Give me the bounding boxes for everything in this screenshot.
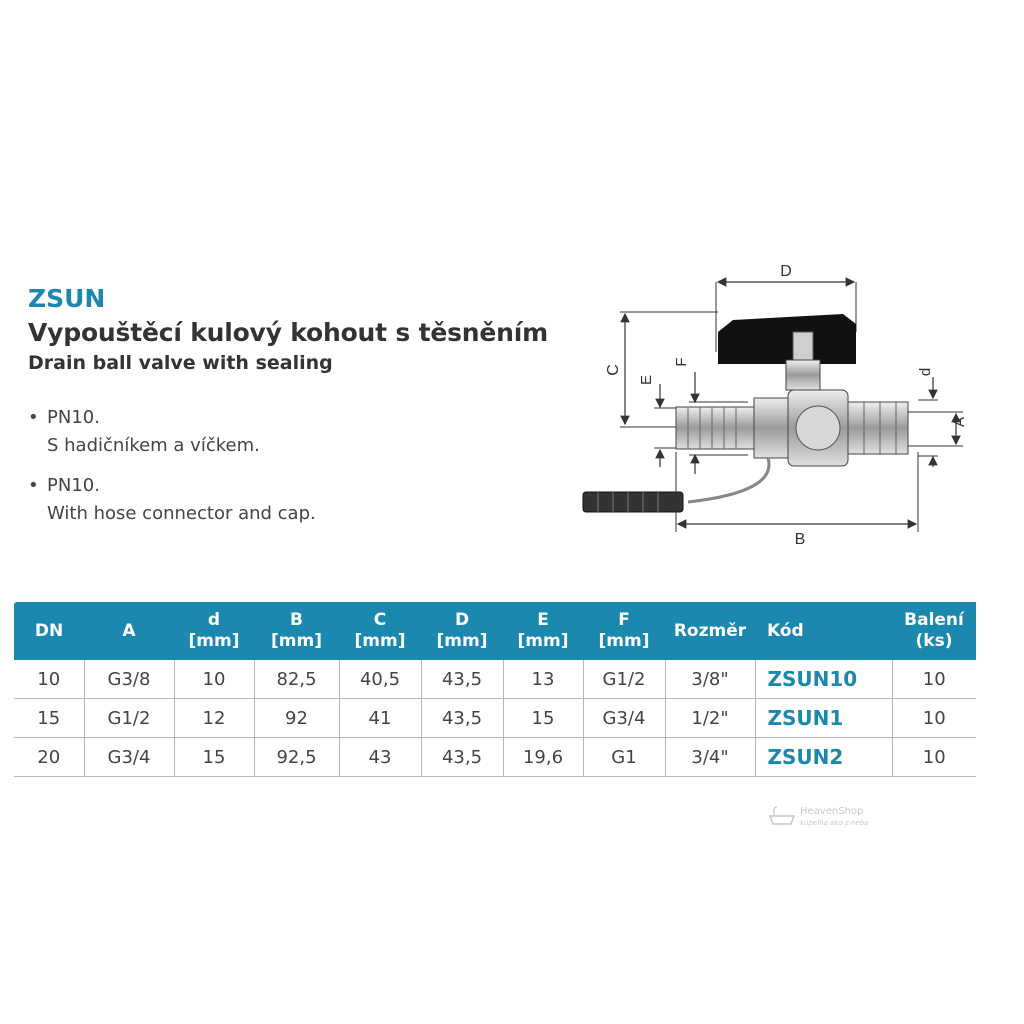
feature-line: PN10. <box>47 407 100 428</box>
feature-item <box>28 404 387 460</box>
cell-dn: 20 <box>14 738 84 777</box>
cell-a: G1/2 <box>84 699 174 738</box>
valve-technical-drawing <box>568 252 968 552</box>
cell-f: G3/4 <box>583 699 665 738</box>
cell-c: 43 <box>339 738 421 777</box>
cell-d-upper: 43,5 <box>421 699 503 738</box>
product-title-cz: Vypouštěcí kulový kohout s těsněním <box>28 318 548 347</box>
col-header <box>14 602 84 660</box>
label-B: B <box>794 531 806 548</box>
watermark <box>768 806 878 832</box>
cell-a: G3/8 <box>84 660 174 699</box>
feature-list <box>28 404 387 540</box>
col-header-label: DN <box>34 620 64 641</box>
hose-connector <box>676 407 754 449</box>
col-header-unit: (ks) <box>915 631 953 651</box>
cell-dn: 15 <box>14 699 84 738</box>
col-header-unit: [mm] <box>271 631 322 651</box>
cell-d: 12 <box>174 699 254 738</box>
cell-f: G1/2 <box>583 660 665 699</box>
bullet-icon: • <box>28 407 39 428</box>
cell-d-upper: 43,5 <box>421 738 503 777</box>
col-header-unit: [mm] <box>436 631 488 651</box>
col-header <box>665 602 755 660</box>
col-header-label: D <box>454 610 470 630</box>
product-title-en: Drain ball valve with sealing <box>28 352 333 374</box>
col-header <box>583 602 665 660</box>
cell-code: ZSUN1 <box>755 699 892 738</box>
col-header-label: B <box>290 610 303 630</box>
col-header-label: E <box>537 610 549 630</box>
male-thread <box>848 402 908 454</box>
cell-b: 92,5 <box>254 738 339 777</box>
col-header-label: Balení <box>904 610 964 630</box>
cell-code: ZSUN10 <box>755 660 892 699</box>
cell-pack: 10 <box>892 738 976 777</box>
col-header <box>755 602 892 660</box>
col-header-label: A <box>122 620 136 641</box>
feature-line: PN10. <box>47 475 100 496</box>
cell-size: 3/4" <box>665 738 755 777</box>
cell-b: 82,5 <box>254 660 339 699</box>
table-row <box>14 699 976 738</box>
watermark-brand: HeavenShop <box>800 806 864 817</box>
cell-e: 19,6 <box>503 738 583 777</box>
cell-code: ZSUN2 <box>755 738 892 777</box>
cell-size: 1/2" <box>665 699 755 738</box>
cell-f: G1 <box>583 738 665 777</box>
col-header-label: Rozměr <box>673 620 747 641</box>
label-d: d <box>917 367 934 377</box>
cell-c: 40,5 <box>339 660 421 699</box>
bullet-icon: • <box>28 475 39 496</box>
col-header-unit: [mm] <box>517 631 569 651</box>
col-header-label: F <box>618 610 630 630</box>
col-header <box>421 602 503 660</box>
table-row <box>14 660 976 699</box>
table-header-row <box>14 602 976 660</box>
cell-size: 3/8" <box>665 660 755 699</box>
cell-pack: 10 <box>892 699 976 738</box>
watermark-tagline: kúpeľňa ako z neba <box>800 819 869 827</box>
cell-a: G3/4 <box>84 738 174 777</box>
col-header-unit: [mm] <box>354 631 406 651</box>
cell-b: 92 <box>254 699 339 738</box>
label-D: D <box>780 263 792 280</box>
feature-line: S hadičníkem a víčkem. <box>47 435 260 456</box>
col-header-label: d <box>207 610 221 630</box>
cell-c: 41 <box>339 699 421 738</box>
handle-lever <box>718 314 856 364</box>
cell-d: 10 <box>174 660 254 699</box>
spec-table <box>14 602 976 777</box>
label-F: F <box>673 357 690 367</box>
col-header <box>339 602 421 660</box>
cell-e: 15 <box>503 699 583 738</box>
feature-line: With hose connector and cap. <box>47 503 316 524</box>
product-code: ZSUN <box>28 284 106 313</box>
col-header <box>174 602 254 660</box>
cell-e: 13 <box>503 660 583 699</box>
cell-d-upper: 43,5 <box>421 660 503 699</box>
col-header-unit: [mm] <box>188 631 240 651</box>
col-header-label: C <box>373 610 387 630</box>
label-C: C <box>605 364 622 376</box>
col-header <box>254 602 339 660</box>
cell-dn: 10 <box>14 660 84 699</box>
col-header <box>84 602 174 660</box>
table-row <box>14 738 976 777</box>
cell-d: 15 <box>174 738 254 777</box>
col-header-unit: [mm] <box>598 631 650 651</box>
col-header-label: Kód <box>767 620 804 641</box>
nut <box>754 398 790 458</box>
col-header <box>892 602 976 660</box>
label-A: A <box>951 416 968 428</box>
bathtub-icon <box>768 806 796 828</box>
label-E: E <box>638 374 655 386</box>
feature-item <box>28 472 387 528</box>
col-header <box>503 602 583 660</box>
cell-pack: 10 <box>892 660 976 699</box>
